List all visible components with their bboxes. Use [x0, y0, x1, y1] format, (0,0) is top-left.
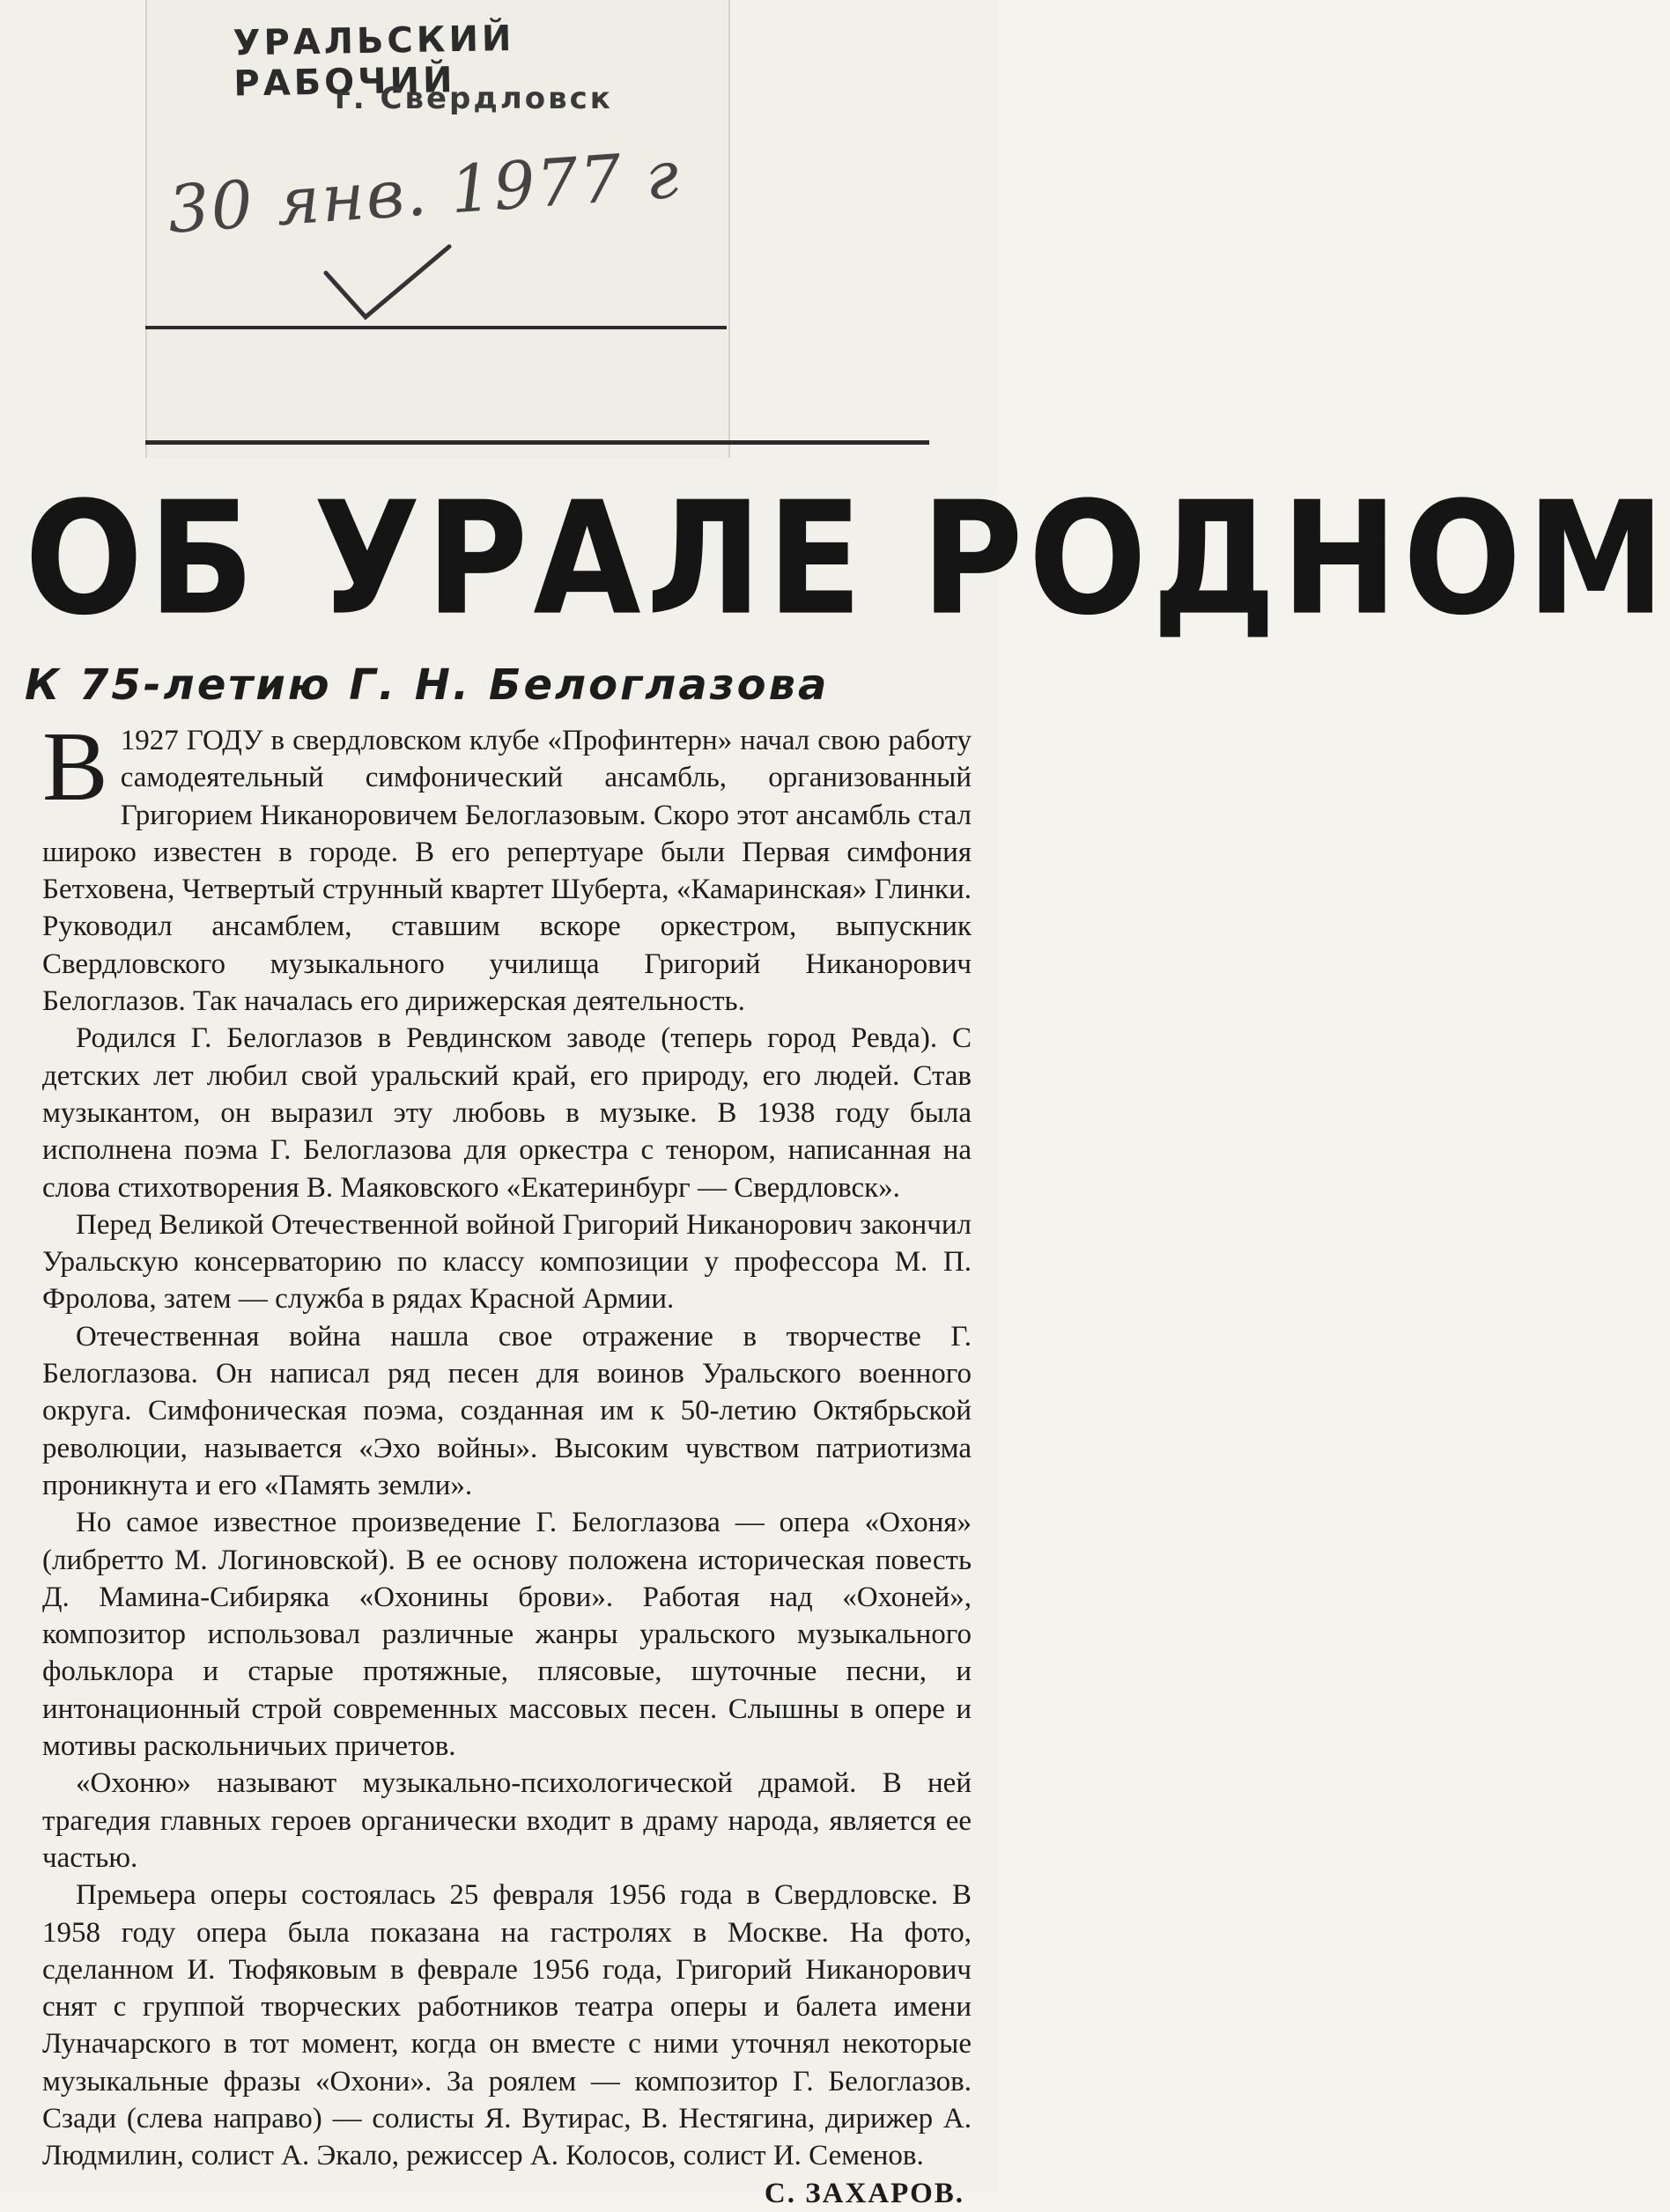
paragraph: Премьера оперы состоялась 25 февраля 1956 года в Свердловске. В 1958 году опера была показана на гастролях в Москве. На фото, сделанном И. Тюфяковым в феврале 1956 года, Григорий Никанорович снят с группой творческих работников театра оперы и балета имени Луначарского в тот момент, когда он вместе с ними уточнял некоторые музыкальные фразы «Охони». За роялем — композитор Г. Белоглазов. Сзади (слева направо) — солисты Я. Вутирас, В. Нестягина, дирижер А. Людмилин, солист А. Экало, режиссер А. Колосов, солист И. Семенов.: [42, 1879, 972, 2172]
article-body: [42, 712, 972, 2212]
paragraph: Родился Г. Белоглазов в Ревдинском заводе (теперь город Ревда). С детских лет любил свой уральский край, его природу, его людей. Став музыкантом, он выразил эту любовь в музыке. В 1938 году была исполнена поэма Г. Белоглазова для оркестра с тенором, написанная на слова стихотворения В. Маяковского «Екатеринбург — Свердловск».: [42, 1022, 972, 1204]
article-headline: ОБ УРАЛЕ РОДНОМ: [25, 468, 1670, 651]
drop-cap: В: [42, 712, 108, 822]
handwritten-date: 30 янв. 1977 г: [165, 136, 684, 248]
article-subheadline: К 75-летию Г. Н. Белоглазова: [25, 660, 830, 710]
divider-line: [145, 326, 727, 329]
paragraph: Перед Великой Отечественной войной Григорий Никанорович закончил Уральскую консерваторию по классу композиции у профессора М. П. Фролова, затем — служба в рядах Красной Армии.: [42, 1208, 972, 1316]
paragraph: [42, 712, 972, 1020]
paragraph: Но самое известное произведение Г. Белоглазова — опера «Охоня» (либретто М. Логиновской). В ее основу положена историческая повесть Д. Мамина-Сибиряка «Охонины брови». Работая над «Охоней», композитор использовал различные жанры уральского музыкального фольклора и старые протяжные, плясовые, шуточные песни, и интонационный строй современных массовых песен. Слышны в опере и мотивы раскольничьих причетов.: [42, 1507, 972, 1763]
author-signature: С. ЗАХАРОВ.: [764, 2177, 964, 2209]
checkmark-icon: [317, 238, 458, 326]
paragraph: Отечественная война нашла свое отражение в творчестве Г. Белоглазова. Он написал ряд песен для воинов Уральского военного округа. Симфоническая поэма, созданная им к 50-летию Октябрьской революции, называется «Эхо войны». Высоким чувством патриотизма проникнута и его «Память земли».: [42, 1320, 972, 1501]
paragraph: «Охоню» называют музыкально-психологической драмой. В ней трагедия главных героев органически входит в драму народа, является ее частью.: [42, 1767, 972, 1874]
paragraph-text: 1927 ГОДУ в свердловском клубе «Профинтерн» начал свою работу самодеятельный симфонический ансамбль, организованный Григорием Никаноровичем Белоглазовым. Скоро этот ансамбль стал широко известен в городе. В его репертуаре были Первая симфония Бетховена, Четвертый струнный квартет Шуберта, «Камаринская» Глинки. Руководил ансамблем, ставшим вскоре оркестром, выпускник Свердловского музыкального училища Григорий Никанорович Белоглазов. Так началась его дирижерская деятельность.: [42, 725, 972, 1018]
divider-line: [145, 440, 929, 445]
newspaper-name-stamp: УРАЛЬСКИЙ РАБОЧИЙ: [233, 18, 515, 105]
city-stamp: г. Свердловск: [335, 81, 613, 116]
